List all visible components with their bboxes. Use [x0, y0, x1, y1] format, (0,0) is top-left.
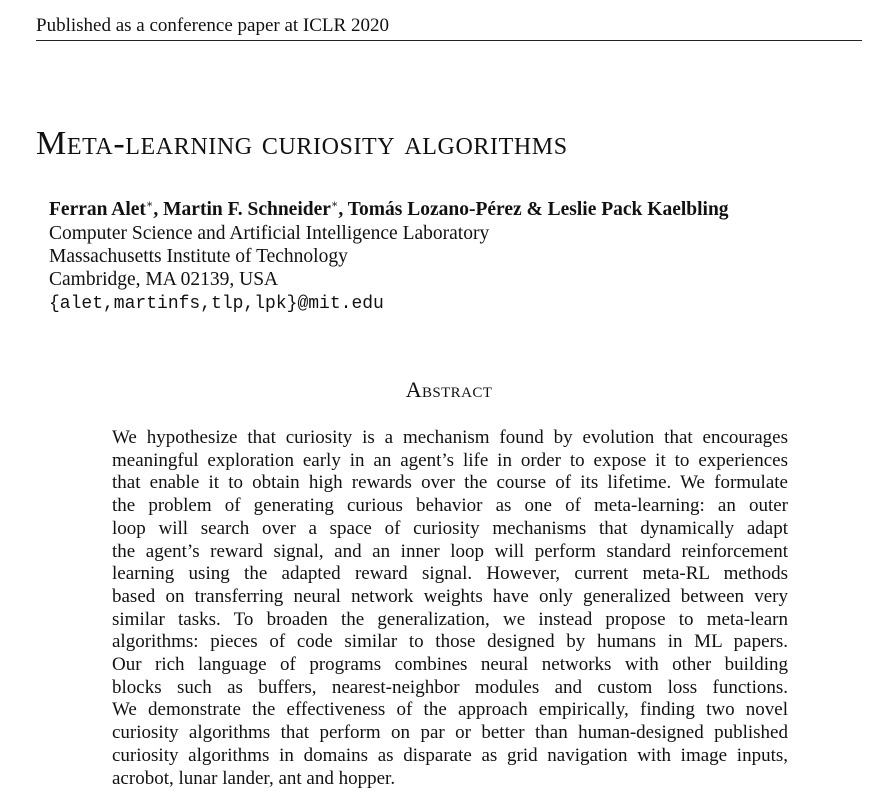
affiliation-city: Cambridge, MA 02139, USA	[49, 269, 279, 290]
author-name: Tomás Lozano-Pérez & Leslie Pack Kaelbling	[347, 199, 729, 220]
running-head: Published as a conference paper at ICLR 2020	[36, 14, 862, 41]
abstract-body	[112, 427, 788, 790]
abstract-line: curiosity algorithms in domains as disparate as grid navigation with image inputs,	[112, 744, 788, 766]
author-list	[49, 198, 729, 222]
abstract-line: that enable it to obtain high rewards over the course of its lifetime. We formulate	[112, 472, 788, 494]
author-name: Martin F. Schneider	[163, 199, 331, 220]
abstract-line: the agent’s reward signal, and an inner loop will perform standard reinforcement	[112, 540, 788, 562]
abstract-line: similar tasks. To broaden the generalization, we instead propose to meta-learn	[112, 608, 788, 630]
abstract-line: Our rich language of programs combines neural networks with other building	[112, 654, 788, 676]
abstract-line: curiosity algorithms that perform on par or better than human-designed published	[112, 722, 788, 744]
abstract-line: blocks such as buffers, nearest-neighbor modules and custom loss functions.	[112, 676, 788, 698]
abstract-heading: Abstract	[405, 377, 493, 402]
abstract-line: We hypothesize that curiosity is a mechanism found by evolution that encourages	[112, 427, 788, 448]
affiliation-lab: Computer Science and Artificial Intelligence Laboratory	[49, 223, 490, 244]
abstract-line: based on transferring neural network weights have only generalized between very	[112, 585, 788, 607]
equal-contribution-mark: ∗	[145, 198, 154, 211]
equal-contribution-mark: ∗	[330, 198, 339, 211]
author-separator: ,	[153, 199, 164, 220]
author-name: Ferran Alet	[49, 199, 146, 220]
affiliation-institute: Massachusetts Institute of Technology	[49, 246, 348, 267]
author-email: {alet,martinfs,tlp,lpk}@mit.edu	[49, 294, 384, 314]
abstract-line: We demonstrate the effectiveness of the approach empirically, finding two novel	[112, 699, 788, 721]
abstract-line: the problem of generating curious behavior as one of meta-learning: an outer	[112, 495, 788, 517]
abstract-line: loop will search over a space of curiosity mechanisms that dynamically adapt	[112, 517, 788, 539]
author-separator: ,	[338, 199, 348, 220]
abstract-line: learning using the adapted reward signal. However, current meta-RL methods	[112, 563, 788, 585]
abstract-line: meaningful exploration early in an agent’s life in order to expose it to experiences	[112, 449, 788, 471]
paper-title: Meta-learning curiosity algorithms	[36, 125, 568, 162]
abstract-line: algorithms: pieces of code similar to those designed by humans in ML papers.	[112, 631, 788, 653]
abstract-line: acrobot, lunar lander, ant and hopper.	[112, 767, 396, 789]
